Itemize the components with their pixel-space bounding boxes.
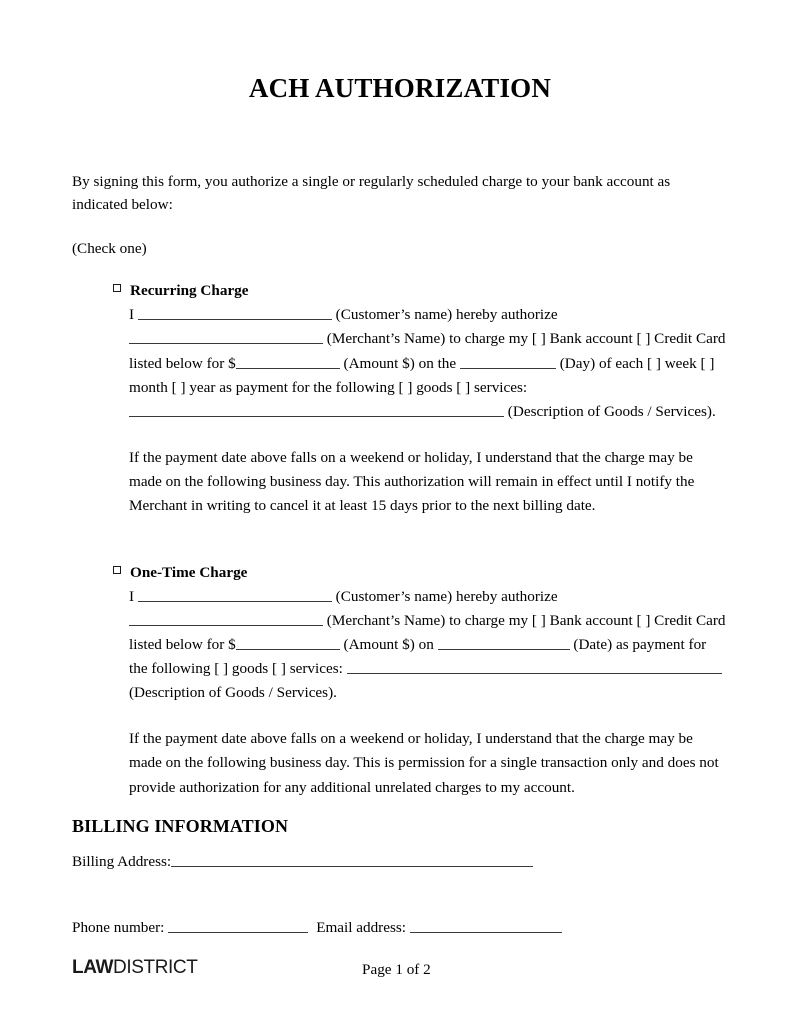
option-one-time-header <box>72 562 728 585</box>
empty-checkbox-icon[interactable] <box>113 284 121 292</box>
option-recurring-note: If the payment date above falls on a weekend or holiday, I understand that the charge may be made on the following business day. This authorization will remain in effect until I notify the Merchant in writing to cancel it at least 15 days prior to the next billing date. <box>129 448 695 514</box>
option-one-time-label: One-Time Charge <box>130 563 248 581</box>
email-address-input[interactable] <box>410 918 562 933</box>
day-field[interactable] <box>460 353 556 368</box>
text-segment: (Merchant’s Name) to charge my [ ] Bank account [ ] Credit Card listed below for $ <box>129 612 726 654</box>
lawdistrict-logo <box>72 958 197 977</box>
check-one-instruction: (Check one) <box>72 239 147 257</box>
phone-number-label: Phone number: <box>72 919 169 936</box>
amount-field[interactable] <box>236 353 340 368</box>
amount-field[interactable] <box>236 635 340 650</box>
billing-information-heading: BILLING INFORMATION <box>72 816 289 836</box>
text-segment: (Description of Goods / Services). <box>129 684 337 702</box>
text-segment: (Customer’s name) hereby authorize <box>331 588 558 606</box>
option-recurring-charge <box>72 280 728 518</box>
email-address-label: Email address: <box>316 919 410 936</box>
text-segment: (Date) as payment for the following [ ] goods [ ] services: <box>129 636 707 678</box>
billing-address-row <box>72 851 533 872</box>
page-number: Page 1 of 2 <box>362 961 431 978</box>
text-segment: (Day) of each [ ] week [ ] month [ ] year as payment for the following [ ] goods [ ] services: <box>129 354 715 396</box>
page-footer <box>72 958 728 986</box>
billing-address-label: Billing Address: <box>72 853 172 870</box>
description-field[interactable] <box>129 401 504 416</box>
customer-name-field[interactable] <box>138 587 332 602</box>
text-segment: I <box>129 306 138 324</box>
text-segment: (Amount $) on <box>339 636 438 654</box>
option-recurring-body <box>129 303 728 423</box>
merchant-name-field[interactable] <box>129 611 323 626</box>
option-one-time-charge <box>72 562 728 800</box>
option-recurring-label: Recurring Charge <box>130 281 249 299</box>
text-segment: I <box>129 588 138 606</box>
option-recurring-header <box>72 280 728 303</box>
merchant-name-field[interactable] <box>129 329 323 344</box>
customer-name-field[interactable] <box>138 305 332 320</box>
text-segment: (Description of Goods / Services). <box>504 402 716 420</box>
brand-law-text: LAW <box>72 957 114 978</box>
empty-checkbox-icon[interactable] <box>113 566 121 574</box>
text-segment: (Customer’s name) hereby authorize <box>331 306 558 324</box>
billing-contact-row <box>72 917 562 938</box>
phone-number-input[interactable] <box>168 918 308 933</box>
description-field[interactable] <box>347 659 722 674</box>
text-segment: (Amount $) on the <box>339 354 460 372</box>
option-one-time-body <box>129 585 728 705</box>
text-segment: (Merchant’s Name) to charge my [ ] Bank account [ ] Credit Card listed below for $ <box>129 330 726 372</box>
option-one-time-note: If the payment date above falls on a weekend or holiday, I understand that the charge may be made on the following business day. This is permission for a single transaction only and does not provide authorization for any additional unrelated charges to my account. <box>129 730 719 796</box>
page-title: ACH AUTHORIZATION <box>248 73 552 103</box>
intro-paragraph: By signing this form, you authorize a single or regularly scheduled charge to your bank account as indicated below: <box>72 173 671 214</box>
billing-address-input[interactable] <box>171 852 533 867</box>
date-field[interactable] <box>438 635 570 650</box>
brand-district-text: DISTRICT <box>113 957 198 978</box>
